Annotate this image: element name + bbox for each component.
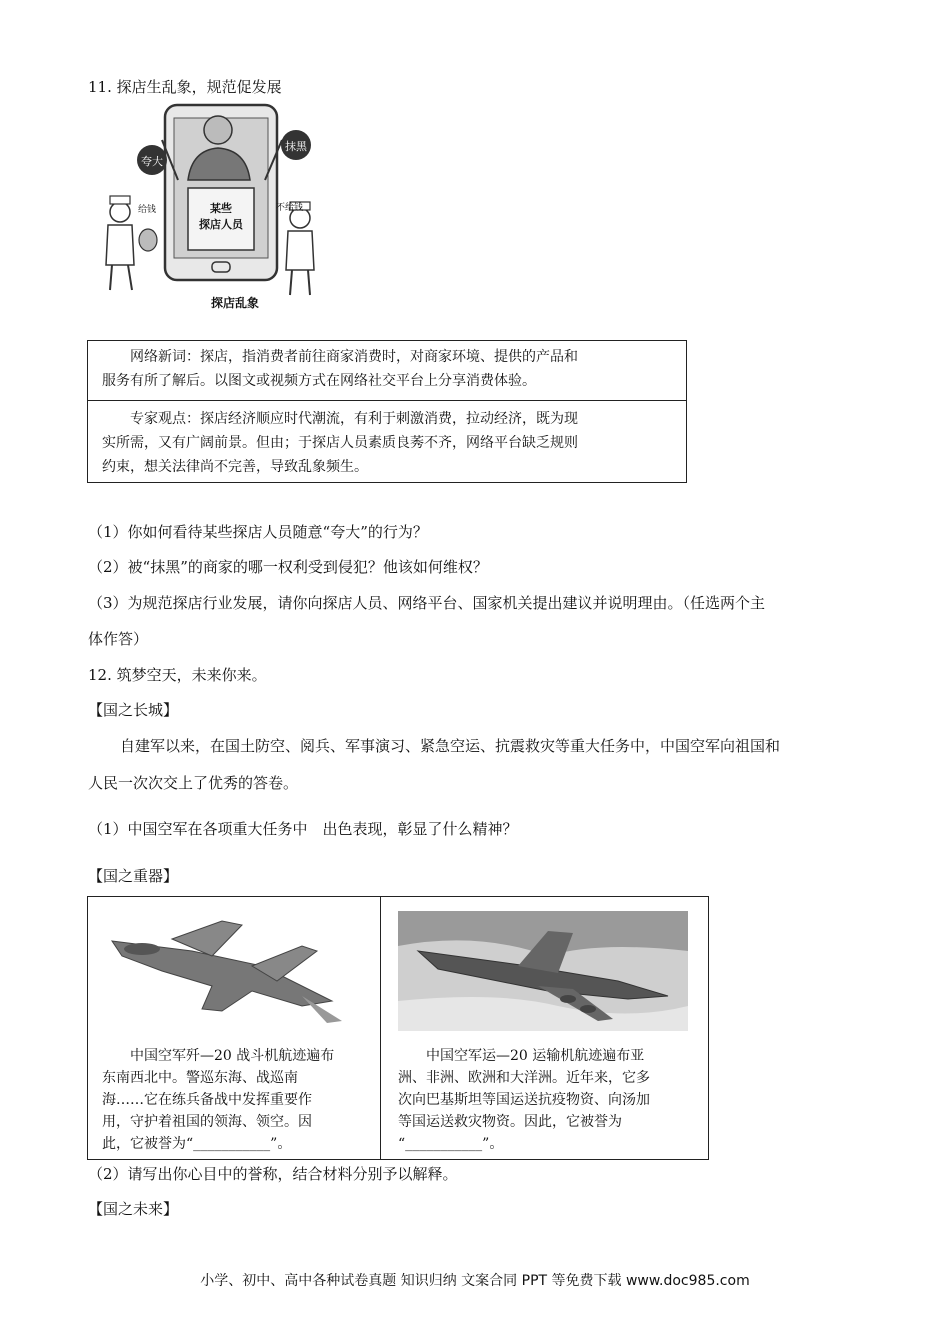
q12-section2: 【国之重器】 <box>88 867 179 885</box>
material-box <box>87 340 687 483</box>
label-bugeiqian: 不给钱 <box>276 203 304 213</box>
q11-sub3-line2: 体作答） <box>88 630 149 648</box>
q12-para-line1: 自建军以来，在国土防空、阅兵、军事演习、紧急空运、抗震救灾等重大任务中，中国空军向祖国和 <box>120 737 781 755</box>
box2-line3: 约束，想关法律尚不完善，导致乱象频生。 <box>102 459 368 475</box>
left-caption <box>102 1045 372 1155</box>
material-box-row2 <box>88 401 686 483</box>
box2-line2: 实所需，又有广阔前景。但由；于探店人员素质良莠不齐，网络平台缺乏规则 <box>102 435 578 451</box>
left-caption-line3: 海……它在练兵备战中发挥重要作 <box>102 1092 312 1108</box>
cartoon-caption: 探店乱象 <box>210 296 260 310</box>
left-caption-line1: 中国空军歼—20 战斗机航迹遍布 <box>130 1048 335 1064</box>
material-box-row1 <box>88 341 686 401</box>
q11-sub3-line1: （3）为规范探店行业发展，请你向探店人员、网络平台、国家机关提出建议并说明理由。（任选两个主 <box>88 594 766 612</box>
cartoon-image <box>100 100 315 315</box>
table-divider <box>380 897 381 1159</box>
box2-line1: 专家观点：探店经济顺应时代潮流，有利于刺激消费，拉动经济，既为现 <box>130 411 578 427</box>
box1-line2: 服务有所了解后。以图文或视频方式在网络社交平台上分享消费体验。 <box>102 373 536 389</box>
right-caption-line5: “___________”。 <box>398 1136 504 1152</box>
label-kuada: 夸大 <box>141 155 163 168</box>
right-caption-line3: 次向巴基斯坦等国运送抗疫物资、向汤加 <box>398 1092 650 1108</box>
q12-para-line2: 人民一次次交上了优秀的答卷。 <box>88 774 299 792</box>
right-caption <box>398 1045 698 1155</box>
page-footer: 小学、初中、高中各种试卷真题 知识归纳 文案合同 PPT 等免费下载 www.doc985.com <box>200 1273 750 1289</box>
j20-fighter-image <box>102 911 352 1031</box>
aircraft-table <box>87 896 709 1160</box>
right-caption-line1: 中国空军运—20 运输机航迹遍布亚 <box>426 1048 645 1064</box>
left-caption-line2: 东南西北中。警巡东海、战巡南 <box>102 1070 298 1086</box>
left-caption-line4: 用，守护着祖国的领海、领空。因 <box>102 1114 312 1130</box>
q12-section1: 【国之长城】 <box>88 701 179 719</box>
q12-sub1: （1）中国空军在各项重大任务中 出色表现，彰显了什么精神？ <box>88 820 518 838</box>
right-caption-line4: 等国运送救灾物资。因此，它被誉为 <box>398 1114 622 1130</box>
q11-sub1: （1）你如何看待某些探店人员随意“夸大”的行为？ <box>88 523 428 541</box>
q12-sub2: （2）请写出你心目中的誉称，结合材料分别予以解释。 <box>88 1165 458 1183</box>
y20-transport-image <box>398 911 688 1031</box>
box1-line1: 网络新词：探店，指消费者前往商家消费时，对商家环境、提供的产品和 <box>130 349 578 365</box>
right-caption-line2: 洲、非洲、欧洲和大洋洲。近年来，它多 <box>398 1070 650 1086</box>
left-caption-line5: 此，它被誉为“___________”。 <box>102 1136 292 1152</box>
q12-title: 12. 筑梦空天，未来你来。 <box>88 666 267 684</box>
svg-text:探店人员: 探店人员 <box>199 218 243 231</box>
label-mohei: 抹黑 <box>285 140 307 153</box>
cartoon-illustration <box>100 100 315 315</box>
q11-title: 11. 探店生乱象，规范促发展 <box>88 78 282 96</box>
q11-sub2: （2）被“抹黑”的商家的哪一权利受到侵犯？他该如何维权？ <box>88 558 488 576</box>
q12-section3: 【国之未来】 <box>88 1200 179 1218</box>
label-geiqian: 给钱 <box>138 205 157 215</box>
svg-text:某些: 某些 <box>210 202 232 215</box>
